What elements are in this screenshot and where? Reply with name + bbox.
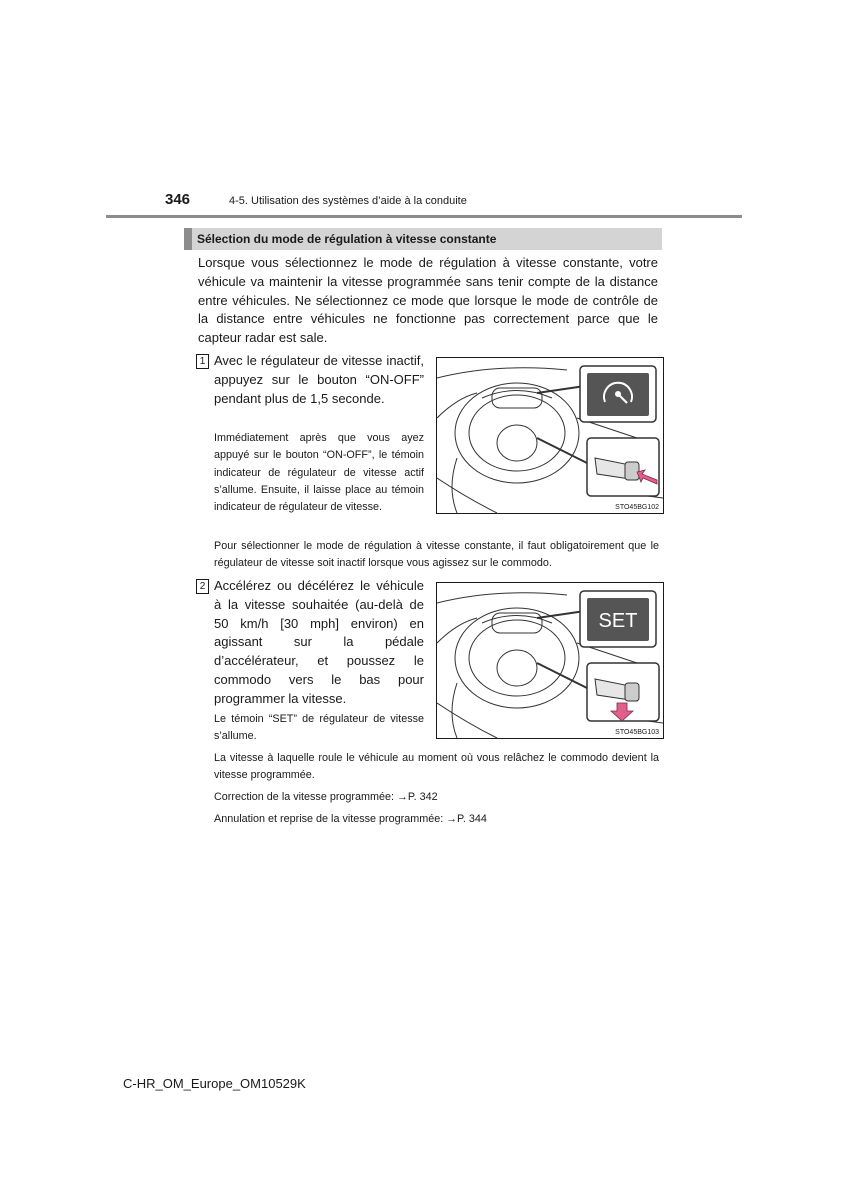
footer-document-code: C-HR_OM_Europe_OM10529K xyxy=(123,1076,306,1091)
figure1-code: STO45BG102 xyxy=(615,504,659,511)
step1-note: Immédiatement après que vous ayez appuyé sur le bouton “ON-OFF”, le témoin indicateur de régulateur de vitesse actif s’allume. Ensuite, il laisse place au témoin indicateur de régulateur de vitesse. xyxy=(214,432,424,514)
note-set-speed: La vitesse à laquelle roule le véhicule au moment où vous relâchez le commodo devient la vitesse programmée. xyxy=(214,752,659,782)
step2-text: Accélérez ou décélérez le véhicule à la vitesse souhaitée (au-delà de 50 km/h [30 mph] environ) en agissant sur la pédale d’accélérateur, et poussez le commodo vers le bas pour programmer la vitesse. xyxy=(214,578,424,706)
section-title-bar xyxy=(184,228,662,250)
figure-steering-cruise-on xyxy=(436,357,664,514)
figure2-code: STO45BG103 xyxy=(615,729,659,736)
set-indicator: SET xyxy=(598,610,638,632)
section-title: Sélection du mode de régulation à vitesse constante xyxy=(197,232,497,246)
header-section-title: 4-5. Utilisation des systèmes d’aide à la conduite xyxy=(229,195,467,207)
steering-wheel-illustration-2 xyxy=(437,583,663,738)
page-number: 346 xyxy=(165,191,191,208)
header-rule xyxy=(106,215,742,218)
figure-steering-cruise-set xyxy=(436,582,664,739)
steering-wheel-illustration xyxy=(437,358,663,513)
note-cruise-mode: Pour sélectionner le mode de régulation à vitesse constante, il faut obligatoirement que le régulateur de vitesse soit inactif lorsque vous agissez sur le commodo. xyxy=(214,540,659,570)
intro-paragraph: Lorsque vous sélectionnez le mode de régulation à vitesse constante, votre véhicule va maintenir la vitesse programmée sans tenir compte de la distance entre véhicules. Ne sélectionnez ce mode que lorsque le mode de contrôle de la distance entre véhicules ne fonctionne pas correctement parce que le capteur radar est sale. xyxy=(198,255,658,346)
step2-note: Le témoin “SET” de régulateur de vitesse s’allume. xyxy=(214,713,424,743)
reference-speed-correction: Correction de la vitesse programmée: →P. 342 xyxy=(214,791,438,803)
reference-speed-resume: Annulation et reprise de la vitesse programmée: →P. 344 xyxy=(214,813,487,825)
section-title-accent xyxy=(184,228,192,250)
step-number-2: 2 xyxy=(196,579,209,594)
step1-text: Avec le régulateur de vitesse inactif, appuyez sur le bouton “ON-OFF” pendant plus de 1,5 seconde. xyxy=(214,353,424,406)
step-number-1: 1 xyxy=(196,354,209,369)
